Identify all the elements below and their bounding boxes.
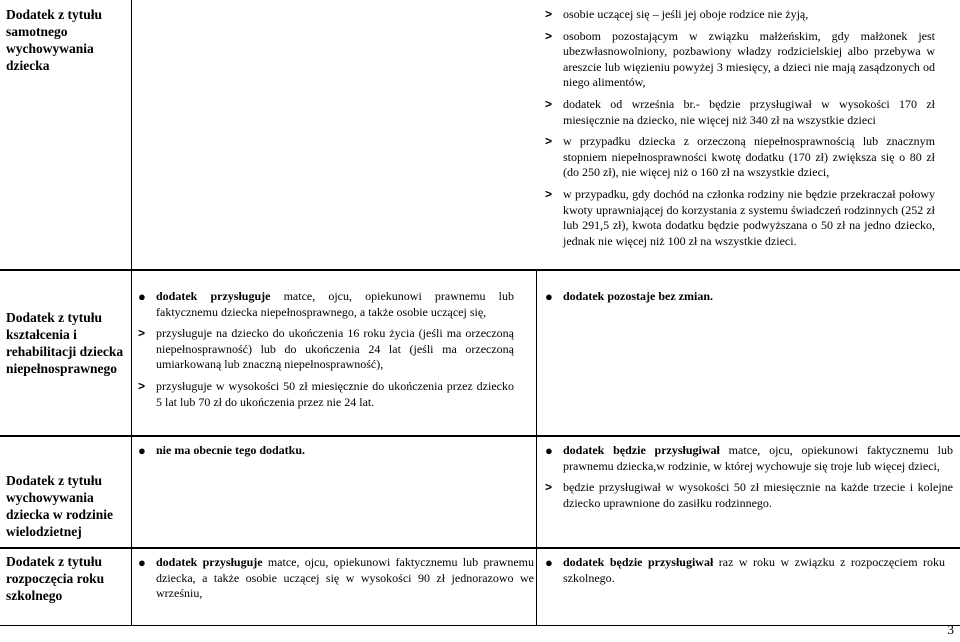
page-number: 3 (947, 622, 954, 637)
item-list (545, 555, 945, 592)
arrow-marker-icon: > (138, 378, 146, 393)
item-list (545, 443, 953, 517)
item-list (545, 289, 953, 311)
row-samotne-wychowywanie (0, 0, 960, 270)
list-item (138, 326, 514, 373)
list-item (545, 443, 953, 474)
arrow-marker-icon: > (545, 7, 553, 21)
item-text: przysługuje w wysokości 50 zł miesięcznie do ukończenia przez dziecko 5 lat lub 70 zł do ukończenia przez nie 24 lat. (156, 378, 514, 409)
list-item (138, 555, 534, 602)
list-item (545, 97, 935, 128)
list-item (545, 480, 953, 511)
mid-column (132, 548, 537, 626)
list-item (138, 379, 514, 410)
row-ksztalcenie (0, 270, 960, 436)
mid-column (132, 436, 537, 548)
arrow-marker-icon: > (545, 480, 553, 495)
item-lead: nie ma obecnie tego dodatku. (156, 443, 306, 457)
item-text: osobie uczącej się – jeśli jej oboje rodzice nie żyją, (563, 7, 809, 21)
item-text: dodatek od września br.- będzie przysługiwał w wysokości 170 zł miesięcznie na dziecko, nie więcej niż 340 zł na wszystkie dzieci (563, 96, 935, 127)
arrow-marker-icon: > (545, 134, 553, 149)
item-lead: dodatek będzie przysługiwał (563, 555, 714, 569)
item-list (138, 443, 514, 465)
row-rok-szkolny (0, 548, 960, 626)
right-column (537, 436, 960, 548)
bullet-icon: ● (545, 289, 553, 304)
row-heading: Dodatek z tytułu samotnego wychowywania dziecka (0, 0, 132, 270)
item-lead: dodatek przysługuje (156, 555, 263, 569)
row-content (132, 0, 960, 270)
item-text: matce, ojcu, opiekunowi faktycznemu lub prawnemu dziecka, a także osobie uczącej się w wysokości 90 zł jednorazowo we wrześniu, (156, 555, 534, 601)
list-item (138, 289, 514, 320)
list-item (545, 187, 935, 249)
row-heading: Dodatek z tytułu rozpoczęcia roku szkolnego (0, 548, 132, 626)
arrow-marker-icon: > (545, 28, 553, 43)
list-item (545, 289, 953, 305)
item-list (138, 289, 514, 416)
item-text: osobom pozostającym w związku małżeńskim, gdy małżonek jest ubezwłasnowolniony, pozbawiony władzy rodzicielskiej albo przebywa w areszcie lub więzieniu powyżej 3 miesięcy, a dzieci nie mają zasądzonych od niego alimentów, (563, 28, 935, 90)
item-list (138, 555, 534, 608)
item-text: w przypadku dziecka z orzeczoną niepełnosprawnością lub znacznym stopniem niepełnosprawności kwotę dodatku (170 zł) zwiększa się o 80 zł (do 250 zł), nie więcej niż o 160 zł na wszystkie dzieci, (563, 134, 935, 180)
row-wielodzietna (0, 436, 960, 548)
row-heading: Dodatek z tytułu wychowywania dziecka w rodzinie wielodzietnej (0, 436, 132, 548)
list-item (545, 29, 935, 91)
bullet-icon: ● (545, 555, 553, 570)
bullet-icon: ● (138, 555, 146, 570)
list-item (545, 134, 935, 181)
row-heading: Dodatek z tytułu kształcenia i rehabilitacji dziecka niepełnosprawnego (0, 270, 132, 436)
item-text: matce, ojcu, opiekunowi prawnemu lub faktycznemu dziecka niepełnosprawnego, a także osobie uczącej się, (156, 289, 515, 319)
right-column (537, 270, 960, 436)
item-text: przysługuje na dziecko do ukończenia 16 roku życia (jeśli ma orzeczoną niepełnosprawność) lub do ukończenia 24 lat (jeśli ma orzeczoną umiarkowaną lub znaczną niepełnosprawność), (156, 326, 514, 372)
item-text: będzie przysługiwał w wysokości 50 zł miesięcznie na każde trzecie i kolejne dziecko uprawnione do zasiłku rodzinnego. (563, 480, 953, 510)
bullet-icon: ● (138, 443, 146, 458)
item-text: raz w roku w związku z rozpoczęciem roku szkolnego. (563, 555, 945, 585)
bullet-icon: ● (545, 443, 553, 458)
bullet-icon: ● (138, 289, 146, 304)
item-text: w przypadku, gdy dochód na członka rodziny nie będzie przekraczał połowy kwoty uprawniającej do korzystania z systemu świadczeń rodzinnych (252 zł lub 291,5 zł), kwota dodatku będzie podwyższana o 50 zł na jedno dziecko, jednak nie więcej niż 100 zł na wszystkie dzieci. (563, 186, 935, 248)
item-lead: dodatek będzie przysługiwał (563, 443, 720, 457)
arrow-marker-icon: > (545, 96, 553, 111)
arrow-marker-icon: > (545, 186, 553, 201)
mid-column (132, 270, 537, 436)
item-lead: dodatek przysługuje (156, 289, 271, 303)
arrow-marker-icon: > (138, 326, 146, 341)
list-item (138, 443, 514, 459)
list-item (545, 7, 935, 23)
item-list (545, 7, 935, 255)
item-text: matce, ojcu, opiekunowi faktycznemu lub prawnemu dziecka,w rodzinie, w której wychowuje się troje lub więcej dzieci, (563, 443, 953, 473)
right-column (537, 548, 960, 626)
list-item (545, 555, 945, 586)
item-lead: dodatek pozostaje bez zmian. (563, 289, 713, 303)
